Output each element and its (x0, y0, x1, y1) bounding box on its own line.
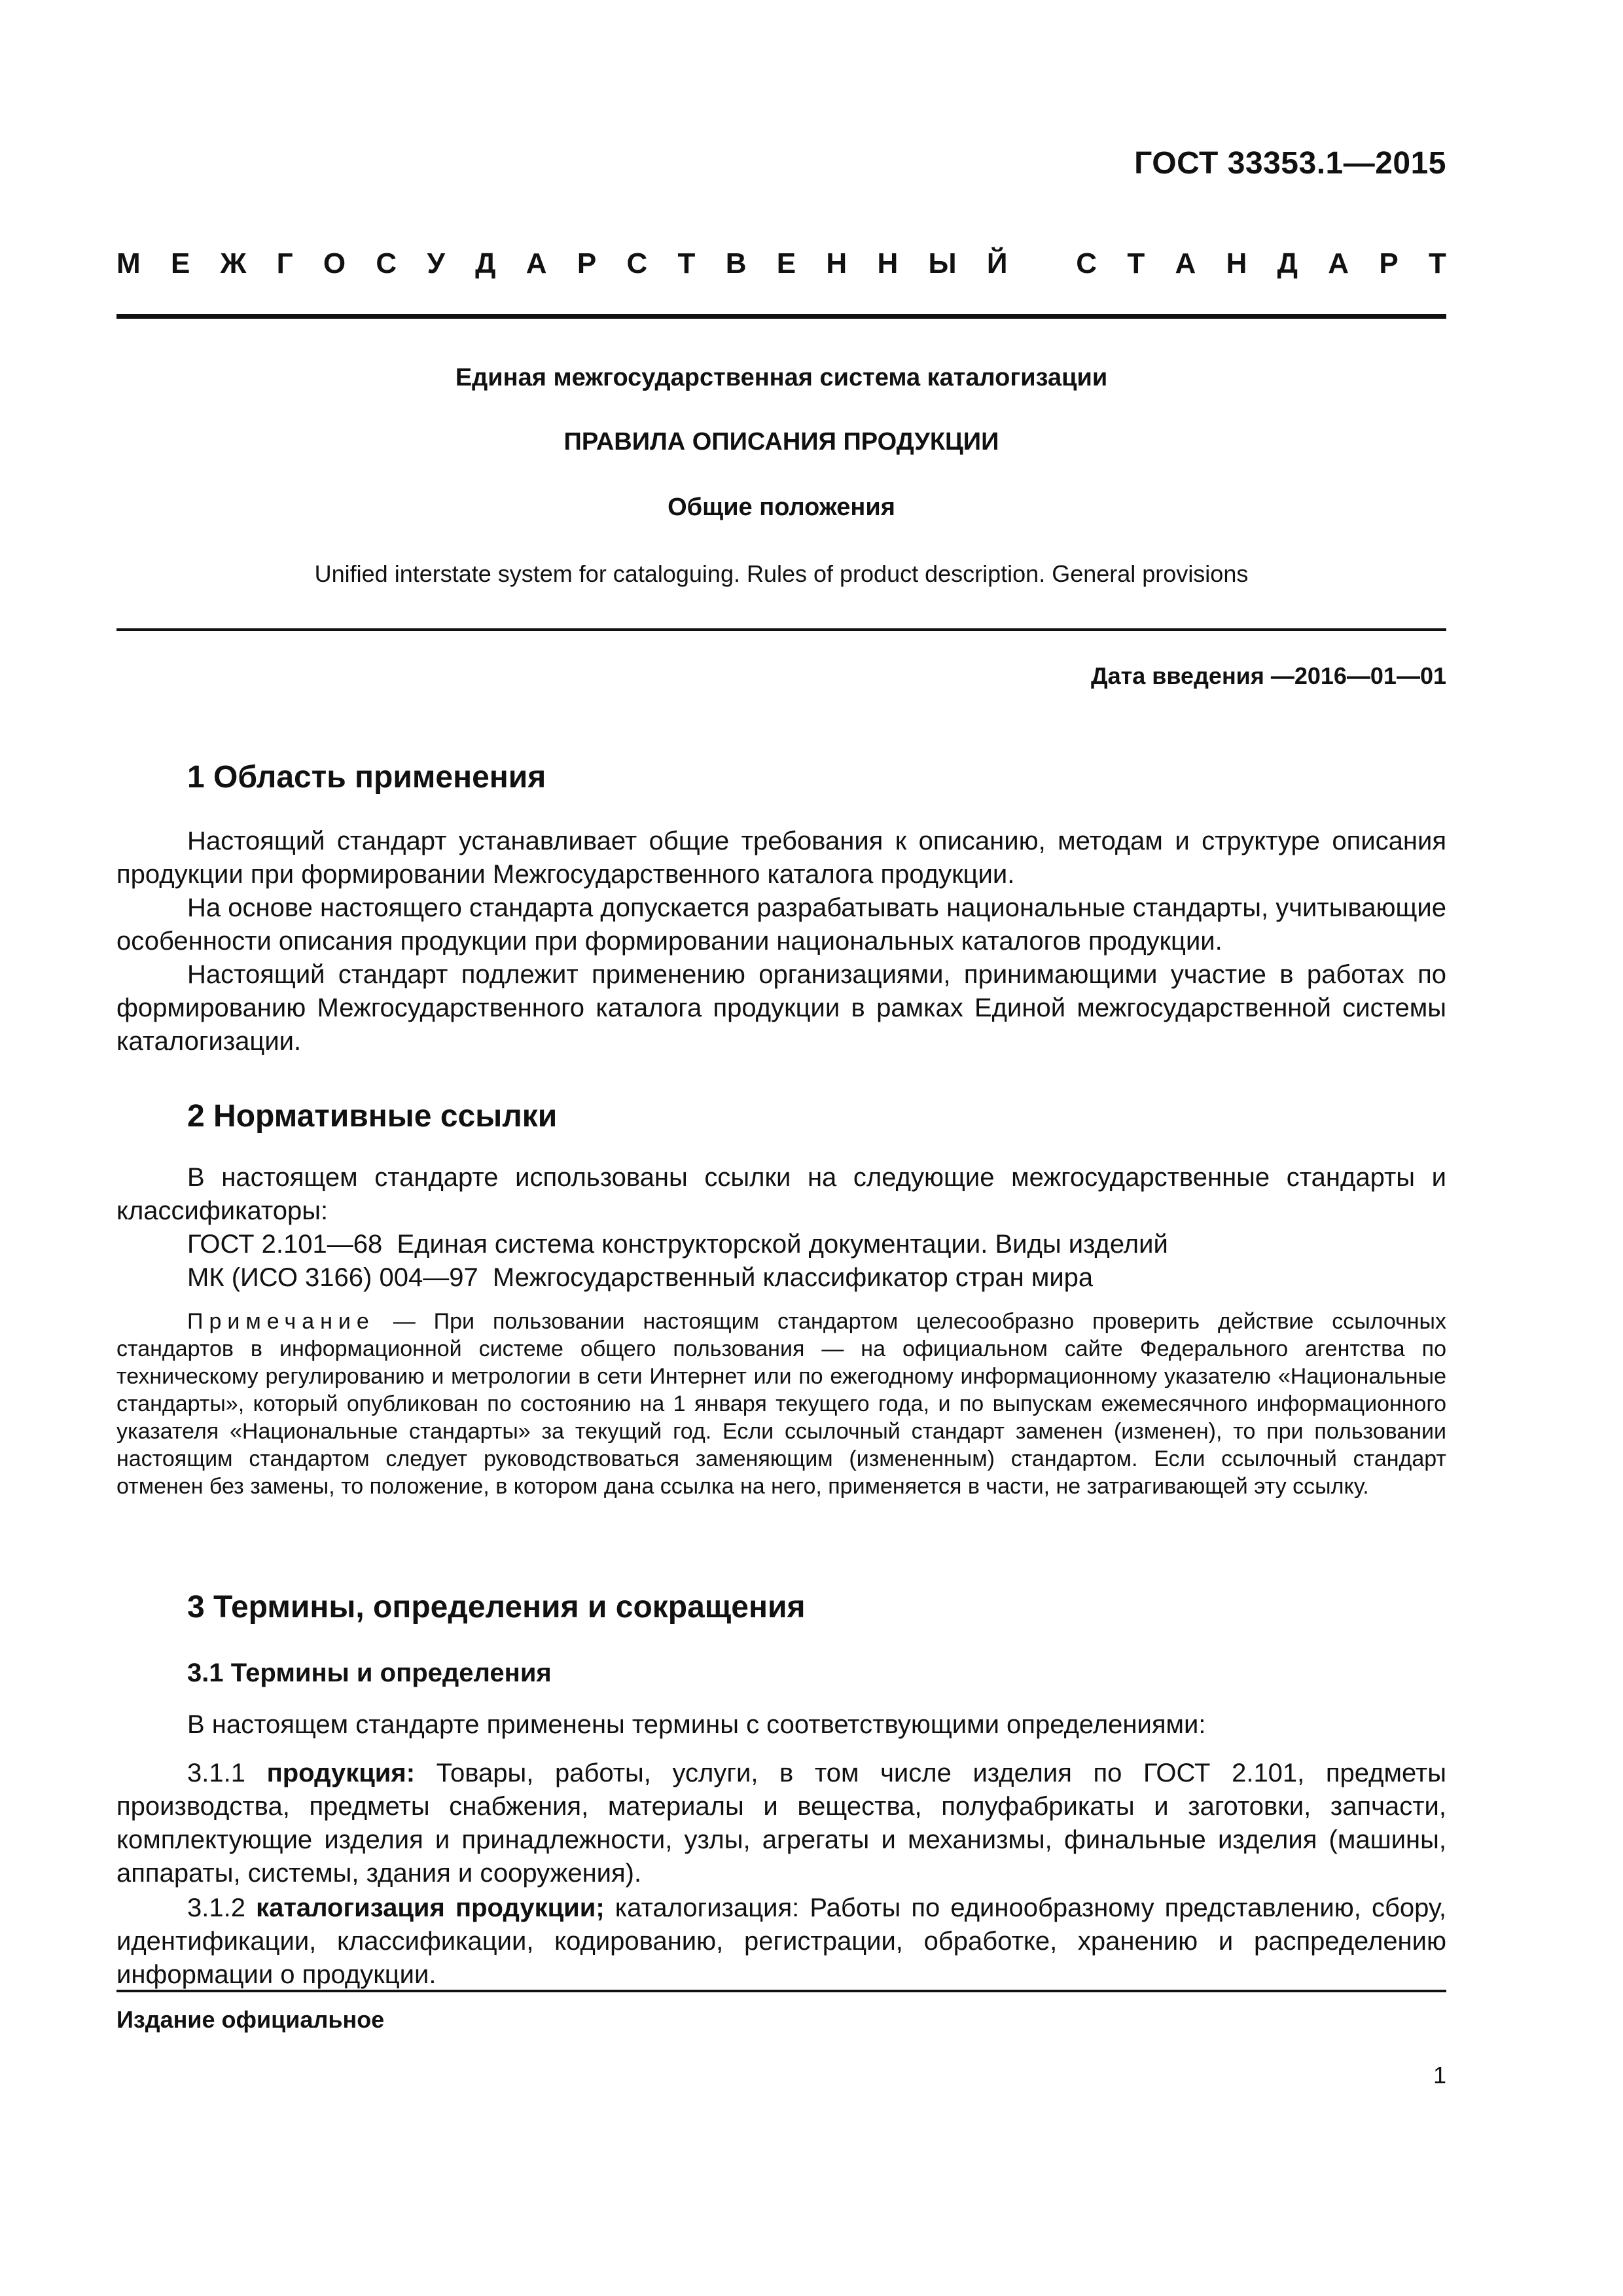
section-3-1-intro: В настоящем стандарте применены термины с соответствующими определениями: (187, 1710, 1206, 1739)
heading-letter: С (1076, 247, 1097, 279)
header-rule (116, 314, 1446, 319)
section-1-paragraph-1: Настоящий стандарт устанавливает общие требования к описанию, методам и структуре описания продукции при формировании Межгосударственного каталога продукции. (116, 827, 1446, 889)
section-1-heading: 1 Область применения (187, 760, 546, 795)
term-name: продукция: (266, 1759, 416, 1787)
system-title: Единая межгосударственная система каталогизации (455, 364, 1108, 391)
heading-letter: Г (276, 247, 293, 279)
date-of-introduction: Дата введения —2016—01—01 (1090, 662, 1446, 689)
heading-letter: В (725, 247, 747, 279)
reference-gost-2-101: ГОСТ 2.101—68 Единая система конструкторской документации. Виды изделий (187, 1230, 1168, 1259)
term-number: 3.1.1 (187, 1759, 267, 1787)
heading-letter: Й (986, 247, 1008, 279)
heading-letter: Н (826, 247, 847, 279)
term-definition: каталогизация: Работы по единообразному представлению, сбору, идентификации, классификации, кодированию, регистрации, обработке, хранению и распределению информации о продукции. (116, 1893, 1447, 1989)
heading-letter: С (376, 247, 397, 279)
gost-code: ГОСТ 33353.1—2015 (1134, 146, 1446, 181)
term-definition: Товары, работы, услуги, в том числе изделия по ГОСТ 2.101, предметы производства, предметы снабжения, материалы и вещества, полуфабрикаты и заготовки, запчасти, комплектующие изделия и принадлежности, узлы, агрегаты и механизмы, финальные изделия (машины, аппараты, системы, здания и сооружения). (116, 1759, 1446, 1888)
heading-letter: М (116, 247, 141, 279)
standard-type-heading (116, 247, 1446, 280)
reference-mk-004: МК (ИСО 3166) 004—97 Межгосударственный классификатор стран мира (187, 1263, 1094, 1292)
heading-letter: О (323, 247, 346, 279)
section-3-1-heading: 3.1 Термины и определения (187, 1659, 552, 1687)
heading-letter: Т (1429, 247, 1446, 279)
section-2-heading: 2 Нормативные ссылки (187, 1099, 558, 1134)
note-text: — При пользовании настоящим стандартом целесообразно проверить действие ссылочных стандартов в информационной системе общего пользования — на официальном сайте Федерального агентства по техническому регулированию и метрологии в сети Интернет или по ежегодному информационному указателю «Национальные стандарты», который опубликован по состоянию на 1 января текущего года, и по выпускам ежемесячного информационного указателя «Национальные стандарты» за текущий год. Если ссылочный стандарт заменен (изменен), то при пользовании настоящим стандартом следует руководствоваться заменяющим (измененным) стандартом. Если ссылочный стандарт отменен без замены, то положение, в котором дана ссылка на него, применяется в части, не затрагивающей эту ссылку. (116, 1309, 1446, 1499)
section-3-heading: 3 Термины, определения и сокращения (187, 1590, 806, 1624)
heading-letter: Д (475, 247, 496, 279)
heading-letter: Т (677, 247, 696, 279)
note-label: Примечание (187, 1309, 375, 1334)
heading-letter: Р (577, 247, 597, 279)
document-page (116, 0, 1446, 2296)
page-number: 1 (1433, 2062, 1446, 2089)
term-number: 3.1.2 (187, 1893, 257, 1922)
heading-letter: Ы (928, 247, 957, 279)
heading-letter: А (1328, 247, 1349, 279)
term-3-1-2 (116, 1892, 1446, 1992)
term-3-1-1 (116, 1757, 1446, 1890)
title-rule (116, 628, 1446, 631)
heading-letter (1038, 247, 1046, 280)
heading-letter: Т (1127, 247, 1145, 279)
sub-title: Общие положения (668, 493, 895, 521)
heading-letter: А (1175, 247, 1196, 279)
main-title: ПРАВИЛА ОПИСАНИЯ ПРОДУКЦИИ (563, 428, 999, 456)
section-2-paragraph-1: В настоящем стандарте использованы ссылки на следующие межгосударственные стандарты и классификаторы: (116, 1163, 1446, 1225)
section-1-paragraph-3: Настоящий стандарт подлежит применению организациями, принимающими участие в работах по формированию Межгосударственного каталога продукции в рамках Единой межгосударственной системы каталогизации. (116, 960, 1446, 1056)
official-edition-label: Издание официальное (116, 2006, 385, 2033)
section-2-note (116, 1308, 1446, 1500)
section-1-paragraph-2: На основе настоящего стандарта допускается разрабатывать национальные стандарты, учитывающие особенности описания продукции при формировании национальных каталогов продукции. (116, 893, 1446, 956)
footer-rule (116, 1990, 1446, 1992)
heading-letter: С (626, 247, 648, 279)
heading-letter: Р (1379, 247, 1399, 279)
heading-letter: А (526, 247, 547, 279)
heading-letter: Д (1277, 247, 1298, 279)
term-name: каталогизация продукции; (256, 1893, 605, 1922)
heading-letter: Е (170, 247, 190, 279)
heading-letter: Е (776, 247, 796, 279)
heading-letter: Н (1226, 247, 1247, 279)
heading-letter: Ж (220, 247, 247, 279)
english-title: Unified interstate system for cataloguing. Rules of product description. General provisions (314, 560, 1249, 587)
heading-letter: У (427, 247, 445, 279)
heading-letter: Н (877, 247, 899, 279)
